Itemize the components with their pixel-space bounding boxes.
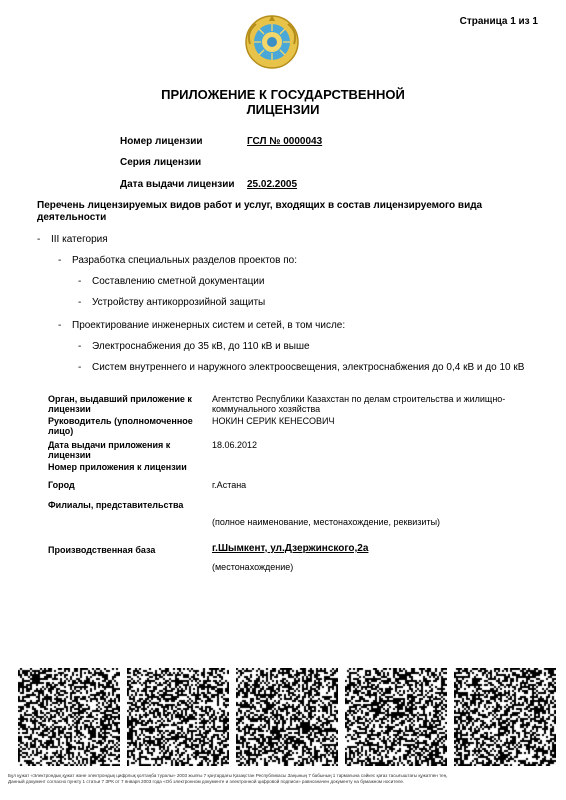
list-item: - III категория xyxy=(37,234,108,245)
list-item: - Составлению сметной документации xyxy=(78,276,265,287)
license-number-label: Номер лицензии xyxy=(120,136,203,147)
list-item: - Электроснабжения до 35 кВ, до 110 кВ и выше xyxy=(78,341,310,352)
barcode-pattern xyxy=(127,668,229,766)
license-date-row xyxy=(120,179,297,190)
appendix-number-label: Номер приложения к лицензии xyxy=(48,462,187,472)
document-title xyxy=(0,87,566,117)
head-label: Руководитель (уполномоченное лицо) xyxy=(48,416,193,436)
license-series-row xyxy=(120,157,247,168)
city-value: г.Астана xyxy=(212,480,247,490)
appendix-date-label: Дата выдачи приложения к лицензии xyxy=(48,440,171,460)
license-number-row xyxy=(120,136,322,147)
branches-note: (полное наименование, местонахождение, реквизиты) xyxy=(212,517,441,527)
license-date-label: Дата выдачи лицензии xyxy=(120,179,235,190)
barcode xyxy=(345,668,447,766)
city-label: Город xyxy=(48,480,75,490)
footer-line-1: Бұл құжат «Электрондық құжат және электрондық цифрлық қолтаңба туралы» 2003 жылғы 7 қаңтардағы Қазақстан Республикасы Заңының 7 бабының 1 тармағына сәйкес қағаз тасығыштағы құжатпен тең. xyxy=(8,773,448,778)
title-line-1: ПРИЛОЖЕНИЕ К ГОСУДАРСТВЕННОЙ xyxy=(161,87,405,102)
state-emblem-icon xyxy=(244,14,300,70)
footer-line-2: Данный документ согласно пункту 1 статьи 7 ЗРК от 7 января 2003 года «Об электронном документе и электронной цифровой подписи» равнозначен документу на бумажном носителе. xyxy=(8,779,405,784)
barcode xyxy=(454,668,556,766)
barcode-pattern xyxy=(236,668,338,766)
production-note: (местонахождение) xyxy=(212,562,294,572)
license-number-value: ГСЛ № 0000043 xyxy=(247,136,323,147)
barcode xyxy=(236,668,338,766)
issuer-label: Орган, выдавший приложение к лицензии xyxy=(48,394,192,414)
barcode xyxy=(18,668,120,766)
issuer-value: Агентство Республики Казахстан по делам строительства и жилищно-коммунального хозяйства xyxy=(212,394,506,414)
barcode-pattern xyxy=(18,668,120,766)
list-item: - Проектирование инженерных систем и сетей, в том числе: xyxy=(58,320,346,331)
barcode-pattern xyxy=(454,668,556,766)
barcode xyxy=(127,668,229,766)
appendix-date-value: 18.06.2012 xyxy=(212,440,258,450)
legal-footer xyxy=(8,773,558,785)
production-label: Производственная база xyxy=(48,545,156,555)
production-value: г.Шымкент, ул.Дзержинского,2а xyxy=(212,543,369,554)
license-series-label: Серия лицензии xyxy=(120,157,202,168)
page-number: Страница 1 из 1 xyxy=(459,16,538,27)
list-item: - Устройству антикоррозийной защиты xyxy=(78,297,266,308)
intro-text: Перечень лицензируемых видов работ и услуг, входящих в состав лицензируемого вида деятельности xyxy=(37,200,483,223)
branches-label: Филиалы, представительства xyxy=(48,500,184,510)
list-item: - Систем внутреннего и наружного электроосвещения, электроснабжения до 0,4 кВ и до 10 кВ xyxy=(78,362,525,373)
head-value: НОКИН СЕРИК КЕНЕСОВИЧ xyxy=(212,416,335,426)
list-item: - Разработка специальных разделов проектов по: xyxy=(58,255,297,266)
title-line-2: ЛИЦЕНЗИИ xyxy=(246,102,320,117)
barcode-pattern xyxy=(345,668,447,766)
license-date-value: 25.02.2005 xyxy=(247,179,298,190)
